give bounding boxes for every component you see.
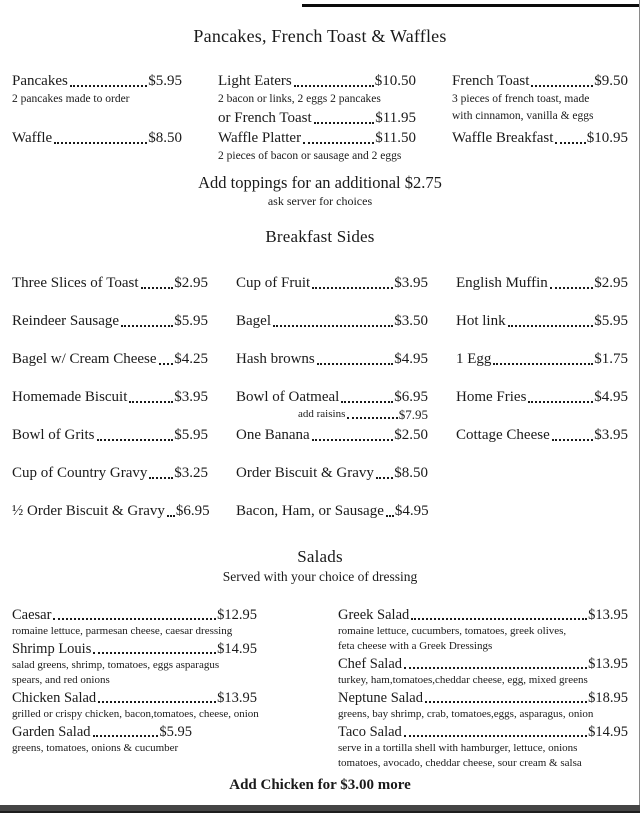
item-price: $4.95 <box>394 503 429 519</box>
menu-item <box>456 425 628 445</box>
menu-item <box>12 128 182 148</box>
dot-leader <box>98 701 216 703</box>
menu-item <box>236 501 428 521</box>
dot-leader <box>531 85 593 87</box>
item-name: or French Toast <box>218 110 312 126</box>
item-price: $14.95 <box>588 724 628 740</box>
menu-slot <box>456 387 628 425</box>
item-desc: romaine lettuce, parmesan cheese, caesar dressing <box>12 625 233 637</box>
dot-leader <box>411 618 587 620</box>
menu-item <box>12 273 208 293</box>
menu-item <box>452 71 628 91</box>
item-price: $3.50 <box>394 313 428 329</box>
dot-leader <box>97 439 174 441</box>
menu-item <box>218 71 416 91</box>
item-desc: romaine lettuce, cucumbers, tomatoes, greek olives, <box>338 625 567 637</box>
item-name: Neptune Salad <box>338 690 423 706</box>
menu-item <box>218 128 416 148</box>
item-name: Bacon, Ham, or Sausage <box>236 503 384 519</box>
item-price: $8.50 <box>394 465 428 481</box>
section-title-salads: Salads <box>297 547 343 566</box>
item-name: Waffle <box>12 130 53 146</box>
item-price: $3.25 <box>174 465 208 481</box>
item-desc: serve in a tortilla shell with hamburger, lettuce, onions <box>338 742 578 754</box>
dot-leader <box>376 477 393 479</box>
dot-leader <box>312 287 393 289</box>
menu-slot <box>12 463 208 501</box>
menu-slot <box>12 311 208 349</box>
item-name: Pancakes <box>12 73 68 89</box>
dot-leader <box>347 417 397 419</box>
item-desc: turkey, ham,tomatoes,cheddar cheese, egg, mixed greens <box>338 674 588 686</box>
dot-leader <box>425 701 587 703</box>
dot-leader <box>149 477 173 479</box>
menu-item <box>12 607 257 624</box>
menu-slot <box>236 425 428 463</box>
item-price: $13.95 <box>217 690 257 706</box>
item-name: Shrimp Louis <box>12 641 92 657</box>
item-price: $3.95 <box>394 275 428 291</box>
scan-artifact-bottom-bar <box>0 805 640 813</box>
dot-leader <box>314 122 375 124</box>
add-chicken-note: Add Chicken for $3.00 more <box>229 777 411 793</box>
menu-subitem <box>236 407 428 422</box>
item-name: Hash browns <box>236 351 315 367</box>
dot-leader <box>550 287 593 289</box>
item-price: $7.95 <box>398 407 428 422</box>
item-name: Cottage Cheese <box>456 427 550 443</box>
dot-leader <box>141 287 174 289</box>
item-price: $5.95 <box>594 313 628 329</box>
item-price: $5.95 <box>174 427 208 443</box>
menu-item <box>236 349 428 369</box>
dot-leader <box>555 142 585 144</box>
item-name: One Banana <box>236 427 310 443</box>
menu-item <box>12 71 182 91</box>
item-name: English Muffin <box>456 275 548 291</box>
item-desc: grilled or crispy chicken, bacon,tomatoes, cheese, onion <box>12 708 259 720</box>
item-price: $2.50 <box>394 427 428 443</box>
menu-slot <box>12 273 208 311</box>
item-name: Greek Salad <box>338 607 410 623</box>
item-price: $10.50 <box>374 73 416 89</box>
salads-section <box>0 605 640 771</box>
item-desc: 2 pancakes made to order <box>12 93 130 105</box>
item-price: $9.50 <box>594 73 628 89</box>
sides-column-2 <box>236 273 428 539</box>
item-desc: salad greens, shrimp, tomatoes, eggs asparagus <box>12 659 220 671</box>
item-name: Hot link <box>456 313 506 329</box>
menu-item <box>12 724 192 741</box>
menu-item <box>12 425 208 445</box>
item-price: $5.95 <box>174 313 208 329</box>
menu-slot <box>236 349 428 387</box>
dot-leader <box>273 325 393 327</box>
dot-leader <box>493 363 593 365</box>
menu-slot <box>456 425 628 463</box>
menu-slot <box>456 311 628 349</box>
item-price: $6.95 <box>175 503 210 519</box>
dot-leader <box>552 439 594 441</box>
menu-item <box>12 463 208 483</box>
item-name: French Toast <box>452 73 530 89</box>
dot-leader <box>53 618 216 620</box>
menu-slot <box>236 501 428 539</box>
dot-leader <box>404 735 587 737</box>
dot-leader <box>317 363 394 365</box>
menu-item <box>338 690 628 707</box>
menu-item <box>236 387 428 407</box>
item-price: $13.95 <box>588 607 628 623</box>
toppings-note: Add toppings for an additional $2.75 <box>198 173 442 192</box>
item-desc: 2 bacon or links, 2 eggs 2 pancakes <box>218 93 381 105</box>
item-price: $1.75 <box>594 351 628 367</box>
dot-leader <box>159 363 174 365</box>
item-name: Waffle Platter <box>218 130 302 146</box>
menu-item <box>218 108 416 128</box>
sides-column-3 <box>456 273 628 539</box>
item-name: Garden Salad <box>12 724 91 740</box>
item-price: $11.50 <box>375 130 416 146</box>
item-name: ½ Order Biscuit & Gravy <box>12 503 165 519</box>
item-price: $2.95 <box>594 275 628 291</box>
menu-slot <box>456 349 628 387</box>
item-name: Reindeer Sausage <box>12 313 120 329</box>
item-name: add raisins <box>298 408 346 420</box>
dot-leader <box>93 735 159 737</box>
menu-slot <box>456 273 628 311</box>
menu-slot <box>12 501 208 539</box>
item-price: $12.95 <box>217 607 257 623</box>
item-price: $13.95 <box>588 656 628 672</box>
dot-leader <box>386 515 394 517</box>
dot-leader <box>528 401 593 403</box>
toppings-subnote: ask server for choices <box>267 194 373 208</box>
menu-slot <box>236 273 428 311</box>
menu-item <box>12 690 257 707</box>
item-price: $4.95 <box>394 351 428 367</box>
pancakes-column-1 <box>12 71 182 165</box>
scan-artifact-top-line <box>302 4 640 7</box>
dot-leader <box>312 439 394 441</box>
menu-slot <box>12 387 208 425</box>
item-name: Bowl of Oatmeal <box>236 389 340 405</box>
item-price: $11.95 <box>375 110 416 126</box>
salads-column-1 <box>12 605 324 771</box>
dot-leader <box>167 515 175 517</box>
menu-slot <box>236 387 428 425</box>
sides-column-1 <box>12 273 208 539</box>
menu-item <box>236 425 428 445</box>
dot-leader <box>341 401 393 403</box>
dot-leader <box>70 85 147 87</box>
item-price: $18.95 <box>588 690 628 706</box>
item-name: Cup of Country Gravy <box>12 465 148 481</box>
item-price: $3.95 <box>594 427 628 443</box>
menu-item <box>338 724 628 741</box>
dot-leader <box>294 85 374 87</box>
menu-item <box>456 349 628 369</box>
pancakes-column-3 <box>452 71 628 165</box>
item-name: Taco Salad <box>338 724 402 740</box>
item-name: Waffle Breakfast <box>452 130 554 146</box>
dot-leader <box>54 142 147 144</box>
menu-slot <box>236 463 428 501</box>
menu-item <box>236 463 428 483</box>
salads-column-2 <box>338 605 628 771</box>
pancakes-section <box>0 71 640 165</box>
dot-leader <box>93 652 216 654</box>
sides-section <box>0 273 640 539</box>
menu-item <box>12 311 208 331</box>
item-name: Bagel w/ Cream Cheese <box>12 351 157 367</box>
item-desc: tomatoes, avocado, cheddar cheese, sour cream & salsa <box>338 757 582 769</box>
item-desc: 3 pieces of french toast, made <box>452 93 590 105</box>
menu-item <box>452 128 628 148</box>
dot-leader <box>404 667 587 669</box>
menu-item <box>12 641 257 658</box>
menu-slot <box>12 425 208 463</box>
item-desc: greens, bay shrimp, crab, tomatoes,eggs, asparagus, onion <box>338 708 594 720</box>
menu-item <box>456 311 628 331</box>
item-price: $5.95 <box>148 73 182 89</box>
salads-subtitle: Served with your choice of dressing <box>222 569 418 584</box>
menu-item <box>456 387 628 407</box>
dot-leader <box>508 325 594 327</box>
menu-slot <box>12 349 208 387</box>
menu-item <box>338 607 628 624</box>
menu-item <box>12 387 208 407</box>
item-name: Caesar <box>12 607 52 623</box>
item-desc: 2 pieces of bacon or sausage and 2 eggs <box>218 150 402 162</box>
item-name: Chef Salad <box>338 656 403 672</box>
item-name: 1 Egg <box>456 351 492 367</box>
menu-item <box>236 311 428 331</box>
dot-leader <box>129 401 173 403</box>
pancakes-column-2 <box>218 71 416 165</box>
item-price: $6.95 <box>394 389 428 405</box>
item-name: Bowl of Grits <box>12 427 95 443</box>
dot-leader <box>121 325 173 327</box>
item-name: Bagel <box>236 313 271 329</box>
menu-item <box>12 501 208 521</box>
item-price: $14.95 <box>217 641 257 657</box>
menu-item <box>12 349 208 369</box>
menu-item <box>338 656 628 673</box>
menu-item <box>236 273 428 293</box>
item-name: Home Fries <box>456 389 527 405</box>
item-price: $4.25 <box>174 351 208 367</box>
item-price: $2.95 <box>174 275 208 291</box>
dot-leader <box>303 142 374 144</box>
item-name: Homemade Biscuit <box>12 389 128 405</box>
item-name: Three Slices of Toast <box>12 275 139 291</box>
menu-item <box>456 273 628 293</box>
item-desc: feta cheese with a Greek Dressings <box>338 640 493 652</box>
item-price: $3.95 <box>174 389 208 405</box>
section-title-pancakes: Pancakes, French Toast & Waffles <box>193 26 447 46</box>
item-price: $5.95 <box>159 724 192 740</box>
menu-slot <box>236 311 428 349</box>
item-desc: greens, tomatoes, onions & cucumber <box>12 742 179 754</box>
item-desc: with cinnamon, vanilla & eggs <box>452 110 594 122</box>
item-name: Chicken Salad <box>12 690 97 706</box>
section-title-sides: Breakfast Sides <box>265 227 375 246</box>
item-desc: spears, and red onions <box>12 674 110 686</box>
item-name: Order Biscuit & Gravy <box>236 465 374 481</box>
item-price: $8.50 <box>148 130 182 146</box>
item-name: Light Eaters <box>218 73 292 89</box>
item-name: Cup of Fruit <box>236 275 311 291</box>
item-price: $10.95 <box>586 130 628 146</box>
item-price: $4.95 <box>594 389 628 405</box>
